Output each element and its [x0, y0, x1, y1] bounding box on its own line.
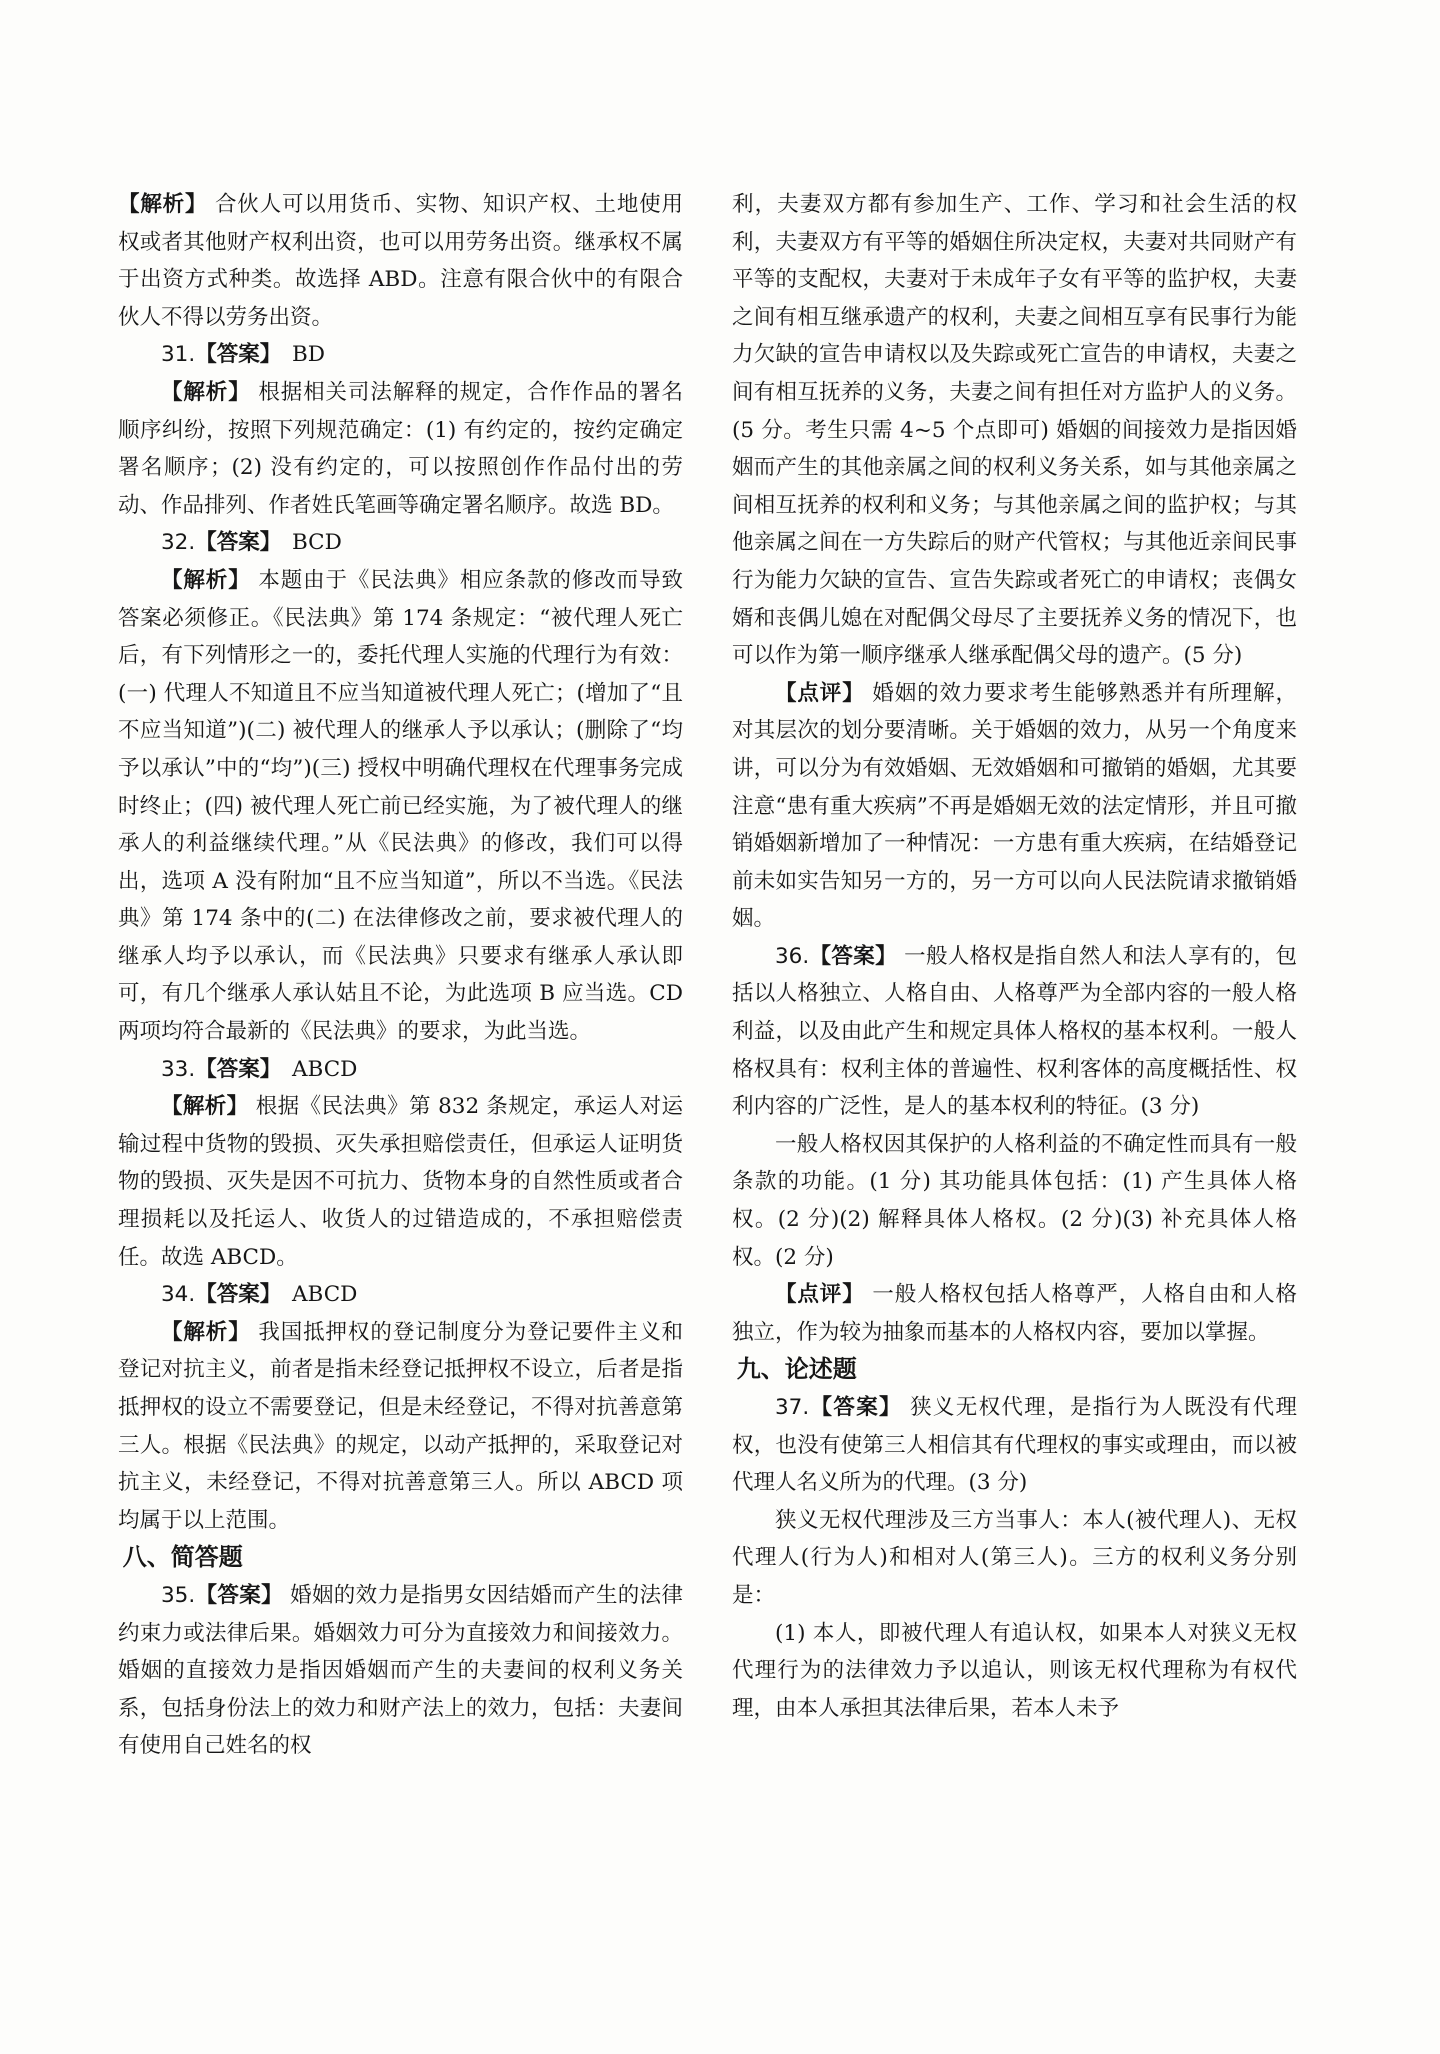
section-heading: [118, 1539, 683, 1577]
paragraph: [732, 1502, 1297, 1615]
paragraph-text: 本题由于《民法典》相应条款的修改而导致答案必须修正。《民法典》第 174 条规定：“被代理人死亡后，有下列情形之一的，委托代理人实施的代理行为有效：(一) 代理人不知道且不应当知道被代理人死亡；(增加了“且不应当知道”)(二) 被代理人的继承人予以承认；(删除了“均予以承认”中的“均”)(三) 授权中明确代理权在代理事务完成时终止；(四) 被代理人死亡前已经实施，为了被代理人的继承人的利益继续代理。”从《民法典》的修改，我们可以得出，选项 A 没有附加“且不应当知道”，所以不当选。《民法典》第 174 条中的(二) 在法律修改之前，要求被代理人的继承人均予以承认，而《民法典》只要求有继承人承认即可，有几个继承人承认姑且不论，为此选项 B 应当选。CD 两项均符合最新的《民法典》的要求，为此当选。: [118, 567, 683, 1045]
paragraph-text: 婚姻的效力是指男女因结婚而产生的法律约束力或法律后果。婚姻效力可分为直接效力和间接效力。婚姻的直接效力是指因婚姻而产生的夫妻间的权利义务关系，包括身份法上的效力和财产法上的效力，包括：夫妻间有使用自己姓名的权: [118, 1582, 683, 1759]
question-number: 33.: [161, 1056, 196, 1082]
bracket-label: 【解析】: [161, 379, 251, 405]
bracket-label: 【点评】: [775, 680, 865, 706]
question-number: 37.: [775, 1395, 810, 1420]
paragraph: [118, 1577, 683, 1765]
paragraph: [118, 1088, 683, 1276]
paragraph: [118, 336, 683, 374]
bracket-label: 【答案】: [195, 1056, 282, 1082]
paragraph: [732, 938, 1297, 1126]
bracket-label: 【解析】: [118, 192, 208, 217]
left-column: [118, 186, 683, 1765]
paragraph-text: 我国抵押权的登记制度分为登记要件主义和登记对抗主义，前者是指未经登记抵押权不设立，后者是指抵押权的设立不需要登记，但是未经登记，不得对抗善意第三人。根据《民法典》的规定，以动产抵押的，采取登记对抗主义，未经登记，不得对抗善意第三人。所以 ABCD 项均属于以上范围。: [118, 1319, 683, 1533]
paragraph-text: 狭义无权代理涉及三方当事人：本人(被代理人)、无权代理人(行为人)和相对人(第三人)。三方的权利义务分别是：: [732, 1507, 1297, 1608]
paragraph-text: 一般人格权因其保护的人格利益的不确定性而具有一般条款的功能。(1 分) 其功能具体包括：(1) 产生具体人格权。(2 分)(2) 解释具体人格权。(2 分)(3) 补充具体人格权。(2 分): [732, 1131, 1297, 1270]
answer-value: BD: [291, 342, 326, 368]
paragraph: [732, 1276, 1297, 1351]
bracket-label: 【解析】: [161, 567, 251, 593]
paragraph: [118, 1314, 683, 1540]
paragraph: [732, 186, 1297, 675]
question-number: 31.: [161, 342, 196, 368]
paragraph-text: (1) 本人，即被代理人有追认权，如果本人对狭义无权代理行为的法律效力予以追认，则该无权代理称为有权代理，由本人承担其法律后果，若本人未予: [732, 1620, 1297, 1721]
paragraph-text: 根据相关司法解释的规定，合作作品的署名顺序纠纷，按照下列规范确定：(1) 有约定的，按约定确定署名顺序；(2) 没有约定的，可以按照创作作品付出的劳动、作品排列、作者姓氏笔画等确定署名顺序。故选 BD。: [118, 379, 683, 518]
question-number: 36.: [775, 943, 810, 969]
paragraph-text: 合伙人可以用货币、实物、知识产权、土地使用权或者其他财产权利出资，也可以用劳务出资。继承权不属于出资方式种类。故选择 ABD。注意有限合伙中的有限合伙人不得以劳务出资。: [118, 192, 683, 330]
paragraph: [118, 1051, 683, 1089]
paragraph-text: 八、简答题: [122, 1543, 243, 1572]
paragraph-text: 婚姻的效力要求考生能够熟悉并有所理解，对其层次的划分要清晰。关于婚姻的效力，从另一个角度来讲，可以分为有效婚姻、无效婚姻和可撤销的婚姻，尤其要注意“患有重大疾病”不再是婚姻无效的法定情形，并且可撤销婚姻新增加了一种情况：一方患有重大疾病，在结婚登记前未如实告知另一方的，另一方可以向人民法院请求撤销婚姻。: [732, 680, 1297, 932]
paragraph: [732, 1389, 1297, 1502]
bracket-label: 【解析】: [161, 1094, 249, 1120]
paragraph-text: 九、论述题: [736, 1355, 857, 1384]
right-column: [732, 186, 1297, 1727]
paragraph-text: 一般人格权包括人格尊严，人格自由和人格独立，作为较为抽象而基本的人格权内容，要加以掌握。: [732, 1282, 1297, 1345]
paragraph-text: 狭义无权代理，是指行为人既没有代理权，也没有使第三人相信其有代理权的事实或理由，而以被代理人名义所为的代理。(3 分): [732, 1395, 1297, 1496]
bracket-label: 【答案】: [195, 1582, 283, 1608]
bracket-label: 【答案】: [195, 1282, 282, 1308]
paragraph-text: 根据《民法典》第 832 条规定，承运人对运输过程中货物的毁损、灭失承担赔偿责任，但承运人证明货物的毁损、灭失是因不可抗力、货物本身的自然性质或者合理损耗以及托运人、收货人的过错造成的，不承担赔偿责任。故选 ABCD。: [118, 1094, 683, 1270]
paragraph: [118, 186, 683, 336]
answer-value: ABCD: [291, 1056, 358, 1082]
bracket-label: 【点评】: [775, 1282, 865, 1308]
answer-value: BCD: [291, 530, 342, 556]
paragraph: [732, 1126, 1297, 1276]
paragraph-text: 利，夫妻双方都有参加生产、工作、学习和社会生活的权利，夫妻双方有平等的婚姻住所决定权，夫妻对共同财产有平等的支配权，夫妻对于未成年子女有平等的监护权，夫妻之间有相互继承遗产的权利，夫妻之间相互享有民事行为能力欠缺的宣告申请权以及失踪或死亡宣告的申请权，夫妻之间有相互抚养的义务，夫妻之间有担任对方监护人的义务。(5 分。考生只需 4~5 个点即可) 婚姻的间接效力是指因婚姻而产生的其他亲属之间的权利义务关系，如与其他亲属之间相互抚养的权利和义务；与其他亲属之间的监护权；与其他亲属之间在一方失踪后的财产代管权；与其他近亲间民事行为能力欠缺的宣告、宣告失踪或者死亡的申请权；丧偶女婿和丧偶儿媳在对配偶父母尽了主要抚养义务的情况下，也可以作为第一顺序继承人继承配偶父母的遗产。(5 分): [732, 192, 1297, 669]
bracket-label: 【解析】: [161, 1319, 251, 1345]
bracket-label: 【答案】: [809, 943, 897, 969]
paragraph: [118, 562, 683, 1051]
paragraph: [732, 1615, 1297, 1728]
answer-value: ABCD: [291, 1282, 358, 1308]
question-number: 32.: [161, 530, 196, 556]
paragraph-text: 一般人格权是指自然人和法人享有的，包括以人格独立、人格自由、人格尊严为全部内容的一般人格利益，以及由此产生和规定具体人格权的基本权利。一般人格权具有：权利主体的普遍性、权利客体的高度概括性、权利内容的广泛性，是人的基本权利的特征。(3 分): [732, 943, 1297, 1120]
paragraph: [118, 374, 683, 524]
bracket-label: 【答案】: [809, 1395, 902, 1420]
bracket-label: 【答案】: [195, 342, 282, 368]
question-number: 34.: [161, 1282, 196, 1308]
paragraph: [732, 675, 1297, 938]
bracket-label: 【答案】: [195, 530, 282, 556]
section-heading: [732, 1351, 1297, 1389]
question-number: 35.: [161, 1582, 196, 1608]
paragraph: [118, 524, 683, 562]
paragraph: [118, 1276, 683, 1314]
